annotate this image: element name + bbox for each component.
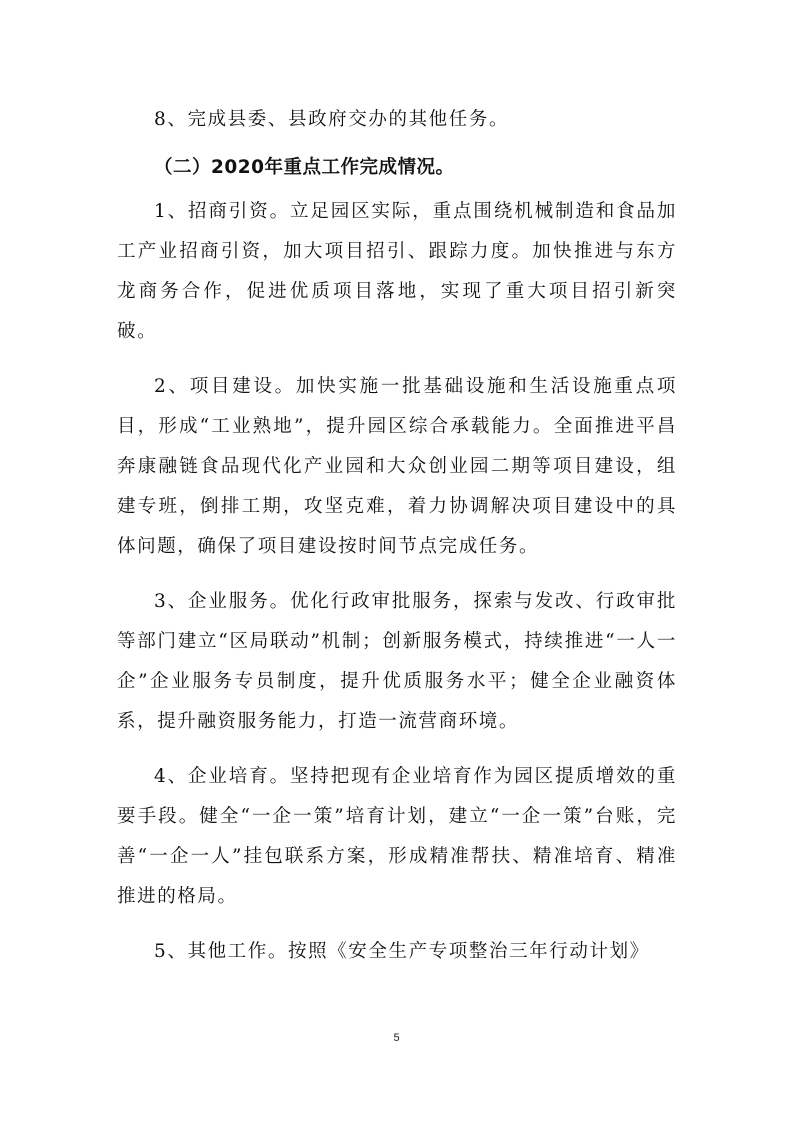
- section-heading-2020: （二）2020年重点工作完成情况。: [154, 157, 455, 178]
- paragraph-task-8: 8、完成县委、县政府交办的其他任务。: [154, 109, 510, 130]
- page-number: 5: [393, 1032, 400, 1044]
- document-body: [117, 100, 677, 972]
- paragraph-investment: 1、招商引资。立足园区实际，重点围绕机械制造和食品加工产业招商引资，加大项目招引、跟踪力度。加快推进与东方龙商务合作，促进优质项目落地，实现了重大项目招引新突破。: [117, 201, 677, 342]
- paragraph-other-work: 5、其他工作。按照《安全生产专项整治三年行动计划》: [154, 941, 650, 962]
- paragraph-enterprise-service: 3、企业服务。优化行政审批服务，探索与发改、行政审批等部门建立“区局联动”机制；创新服务模式，持续推进“一人一企”企业服务专员制度，提升优质服务水平；健全企业融资体系，提升融资服务能力，打造一流营商环境。: [117, 591, 677, 732]
- paragraph-project-construction: 2、项目建设。加快实施一批基础设施和生活设施重点项目，形成“工业熟地”，提升园区综合承载能力。全面推进平昌奔康融链食品现代化产业园和大众创业园二期等项目建设，组建专班，倒排工期，攻坚克难，着力协调解决项目建设中的具体问题，确保了项目建设按时间节点完成任务。: [117, 376, 677, 557]
- paragraph-enterprise-cultivation: 4、企业培育。坚持把现有企业培育作为园区提质增效的重要手段。健全“一企一策”培育计划，建立“一企一策”台账，完善“一企一人”挂包联系方案，形成精准帮扶、精准培育、精准推进的格局。: [117, 766, 677, 907]
